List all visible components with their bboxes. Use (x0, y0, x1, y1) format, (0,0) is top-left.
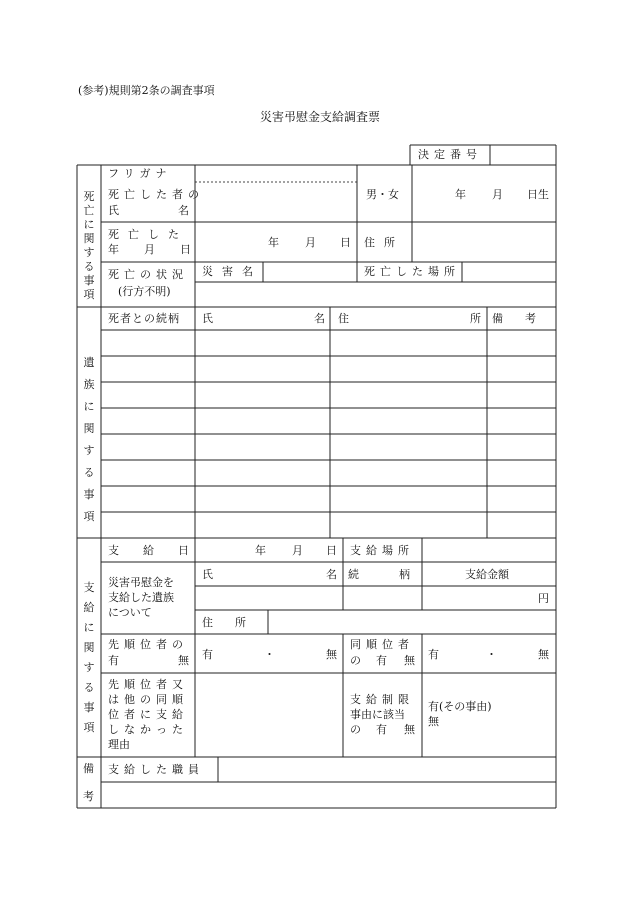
relation-header: 死者との続柄 (108, 312, 180, 325)
same-rank-label-no: 無 (404, 654, 415, 667)
death-status-sub: (行方不明) (118, 285, 171, 298)
amount-label: 支給金額 (465, 568, 509, 581)
deceased-name-label-2: 氏 (108, 204, 119, 217)
priority-yes: 有 (202, 648, 213, 661)
death-year-unit: 年 (268, 236, 279, 249)
same-rank-yes: 有 (428, 648, 439, 661)
payment-day-unit: 日 (326, 544, 337, 557)
limit-label-yes: 有 (376, 723, 387, 736)
birth-day-unit: 日生 (527, 188, 549, 201)
priority-dot: ・ (264, 648, 275, 661)
recipient-address-label: 住所 (202, 616, 268, 629)
reason-label-4: しなかった (108, 723, 188, 736)
sex-options: 男・女 (366, 188, 399, 201)
disaster-name-label: 災害名 (202, 265, 262, 278)
decision-number-label: 決定番号 (418, 148, 482, 161)
family-section-label: 遺 族 に 関 す る 事 項 (83, 356, 95, 523)
yen-unit: 円 (538, 592, 549, 605)
death-date-label-day: 日 (180, 243, 191, 256)
death-place-label: 死亡した場所 (364, 265, 460, 278)
reason-label-5: 理由 (108, 738, 130, 751)
reason-label-3: 位者に支給 (108, 708, 188, 721)
same-rank-label-yes: 有 (376, 654, 387, 667)
form-title: 災害弔慰金支給調査票 (260, 110, 381, 124)
birth-year-unit: 年 (455, 188, 466, 201)
staff-label: 支給した職員 (108, 763, 204, 776)
family-address-header-b: 所 (470, 312, 481, 325)
remarks-section-label-b: 考 (83, 790, 94, 803)
same-rank-no: 無 (538, 648, 549, 661)
limit-value-yes: 有(その事由) (428, 700, 492, 713)
reference-note: (参考)規則第2条の調査事項 (78, 84, 215, 97)
payment-month-unit: 月 (292, 544, 303, 557)
same-rank-dot: ・ (486, 648, 497, 661)
payment-year-unit: 年 (255, 544, 266, 557)
priority-label-yes: 有 (108, 654, 119, 667)
reason-label-2: は他の同順 (108, 693, 188, 706)
payment-date-label: 支給日 (108, 544, 213, 557)
deceased-name-label: 死亡した者の (108, 188, 204, 201)
death-status-label: 死亡の状況 (108, 268, 188, 281)
recipient-name-label-a: 氏 (202, 568, 213, 581)
birth-month-unit: 月 (492, 188, 503, 201)
remarks-header: 備考 (492, 312, 558, 325)
same-rank-label: 同順位者 (350, 638, 414, 651)
family-name-header-a: 氏 (202, 312, 213, 325)
family-name-header-b: 名 (314, 312, 325, 325)
limit-label-2: 事由に該当 (350, 708, 405, 721)
death-month-unit: 月 (305, 236, 316, 249)
payment-section-label: 支 給 に 関 す る 事 項 (83, 581, 95, 734)
priority-label-no: 無 (178, 654, 189, 667)
limit-label-no: 無 (404, 723, 415, 736)
same-rank-label-no-particle: の (350, 654, 361, 667)
recipient-relation-label: 続柄 (348, 568, 450, 581)
remarks-section-label-a: 備 (83, 762, 94, 775)
death-day-unit: 日 (340, 236, 351, 249)
limit-label: 支給制限 (350, 693, 414, 706)
death-date-label: 死亡した (108, 228, 188, 241)
recipient-label-2: 支給した遺族 (108, 591, 174, 604)
deceased-name-label-3: 名 (178, 204, 189, 217)
recipient-label-3: について (108, 606, 152, 619)
family-address-header-a: 住 (338, 312, 349, 325)
deceased-section-label: 死 亡 に 関 す る 事 項 (83, 190, 95, 301)
payment-place-label: 支給場所 (350, 544, 414, 557)
death-date-label-month: 月 (144, 243, 155, 256)
death-date-label-year: 年 (108, 243, 119, 256)
furigana-label: フリガナ (108, 167, 172, 180)
recipient-name-label-b: 名 (326, 568, 337, 581)
priority-label: 先順位者の (108, 638, 188, 651)
limit-label-no-particle: の (350, 723, 361, 736)
limit-value-no: 無 (428, 715, 439, 728)
priority-no: 無 (326, 648, 337, 661)
reason-label: 先順位者又 (108, 678, 188, 691)
recipient-label: 災害弔慰金を (108, 576, 174, 589)
deceased-address-label: 住所 (364, 236, 404, 249)
